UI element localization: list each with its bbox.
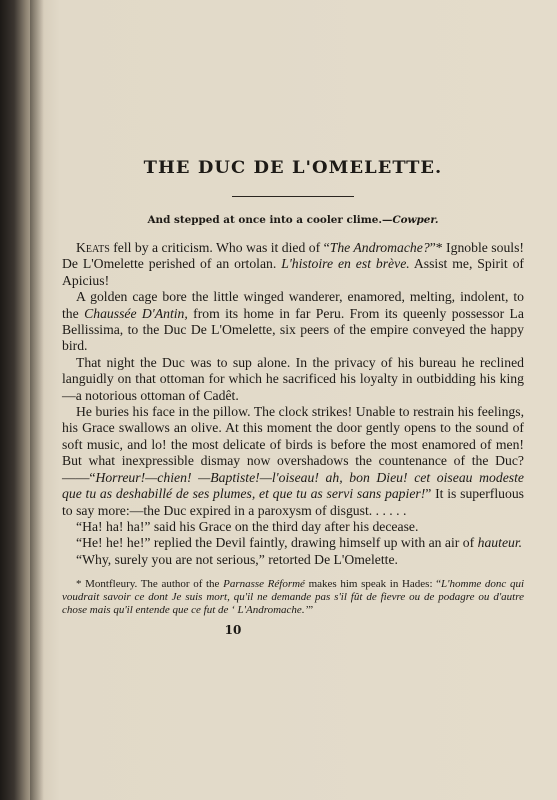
dropcap-word: Keats: [76, 240, 110, 255]
paragraph-italic: Chaussée D'Antin,: [84, 305, 188, 321]
footnote: [62, 578, 524, 617]
footnote-italic: L'homme donc qui voudrait savoir ce dont Je suis mort, qu'il ne demande pas s'il fût de fievre ou de podagre ou d'autre chose mais qu'il entende que ce fut de ‘ L'Andromache.’: [62, 578, 525, 617]
paragraph-4: [62, 404, 524, 519]
paragraph-text: He buries his face in the pillow. The clock strikes! Unable to restrain his feelings, his Grace swallows an olive. At this moment the door gently opens to the sound of soft music, and lo! the most delicate of birds is before the most enamored of men! But what inexpressible dismay now overshadows the countenance of the Duc?——“: [62, 404, 524, 485]
footnote-italic: Parnasse Réformé: [223, 578, 305, 591]
paragraph-text: That night the Duc was to sup alone. In the privacy of his bureau he reclined languidly on that ottoman for which he sacrificed his loyalty in outbidding his king—a notorious ottoman of Cadêt.: [62, 354, 524, 403]
paragraph-7: [62, 552, 524, 568]
paragraph-3: [62, 355, 524, 404]
book-gutter: [30, 0, 44, 800]
footnote-text: [62, 578, 524, 617]
paragraph-text: fell by a criticism. Who was it died of “: [109, 240, 330, 255]
paragraph-1: [62, 240, 524, 289]
paragraph-text: “Why, surely you are not serious,” retorted De L'Omelette.: [76, 551, 398, 567]
paragraph-2: [62, 289, 524, 355]
paragraph-text: from its home in far Peru. From its queenly possessor La Bellissima, to the Duc De L'Omelette, six peers of the empire conveyed the happy bird.: [62, 305, 524, 354]
page-title: THE DUC DE L'OMELETTE.: [143, 158, 443, 178]
paragraph-5: [62, 519, 524, 535]
paragraph-italic: The Andromache?: [329, 240, 430, 255]
footnote-part: * Montfleury. The author of the: [76, 578, 224, 591]
paragraph-text: “He! he! he!” replied the Devil faintly, drawing himself up with an air of: [76, 535, 478, 551]
paragraph-text: ” It is superfluous to say more:—the Duc expired in a paroxysm of disgust. . . . . .: [62, 486, 524, 518]
story-body: [62, 240, 524, 568]
paragraph-6: [62, 535, 524, 551]
paragraph-text: “Ha! ha! ha!” said his Grace on the third day after his decease.: [76, 518, 419, 534]
paragraph-text: ”* Ignoble souls! De L'Omelette perished of an ortolan.: [62, 240, 524, 272]
paragraph-italic: L'histoire en est brève.: [281, 256, 410, 272]
paragraph-italic: Horreur!—chien! —Baptiste!—l'oiseau! ah, bon Dieu! cet oiseau modeste que tu as deshabillé de ses plumes, et que tu as servi sans papier!: [62, 469, 524, 502]
paragraph-text: Assist me, Spirit of Apicius!: [62, 256, 524, 288]
epigraph-text: And stepped at once into a cooler clime.—: [147, 214, 393, 226]
paragraph-italic: hauteur.: [477, 535, 523, 551]
epigraph: [62, 214, 524, 226]
paragraph-text: A golden cage bore the little winged wanderer, enamored, melting, indolent, to the: [62, 289, 524, 321]
epigraph-author: Cowper.: [392, 214, 439, 226]
footnote-part: ”: [308, 604, 314, 617]
footnote-part: makes him speak in Hades: “: [304, 578, 442, 591]
book-page: [62, 150, 524, 637]
title-rule: [232, 196, 354, 197]
page-number: 10: [224, 623, 242, 638]
